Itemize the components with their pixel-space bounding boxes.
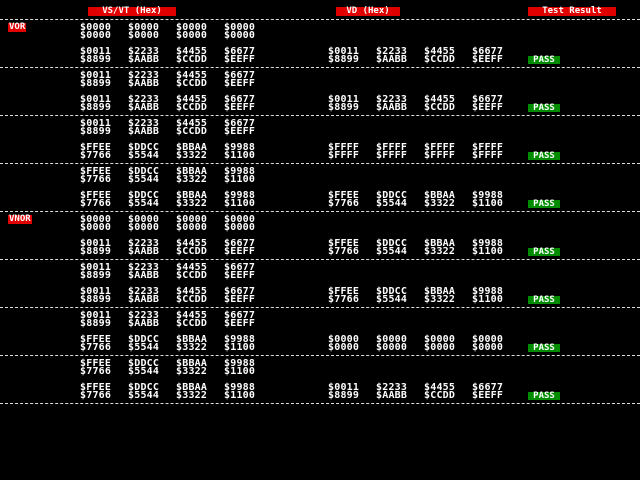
hex-value: $BBAA — [424, 190, 456, 201]
hex-value: $6677 — [224, 310, 256, 321]
hex-value: $DDCC — [376, 238, 408, 249]
pass-badge: PASS — [528, 248, 560, 256]
hex-value: $0000 — [328, 334, 360, 345]
vs-vt-values — [80, 384, 272, 400]
hex-value: $0011 — [328, 94, 360, 105]
hex-value: $0000 — [80, 214, 112, 225]
hex-value: $CCDD — [424, 102, 456, 113]
hex-value: $1100 — [224, 150, 256, 161]
vs-vt-values — [80, 96, 272, 112]
table-row — [0, 120, 640, 136]
vs-vt-values — [80, 264, 272, 280]
hex-value: $6677 — [472, 94, 504, 105]
hex-value: $9988 — [224, 166, 256, 177]
hex-value: $AABB — [376, 390, 408, 401]
vs-vt-values — [80, 72, 272, 88]
hex-value: $8899 — [80, 246, 112, 257]
hex-value: $EEFF — [224, 318, 256, 329]
vd-values — [328, 240, 520, 256]
hex-value: $BBAA — [176, 358, 208, 369]
hex-value: $AABB — [128, 270, 160, 281]
vs-vt-values — [80, 168, 272, 184]
hex-value: $CCDD — [424, 390, 456, 401]
hex-value: $0011 — [328, 382, 360, 393]
hex-value: $2233 — [128, 262, 160, 273]
hex-value: $AABB — [128, 54, 160, 65]
hex-value: $6677 — [224, 118, 256, 129]
table-row — [0, 168, 640, 184]
hex-value: $BBAA — [176, 190, 208, 201]
table-row — [0, 72, 640, 88]
hex-value: $7766 — [328, 294, 360, 305]
pass-badge: PASS — [528, 200, 560, 208]
hex-value: $0000 — [328, 342, 360, 353]
hex-value: $DDCC — [376, 286, 408, 297]
vs-vt-values — [80, 216, 272, 232]
hex-value: $DDCC — [128, 382, 160, 393]
hex-value: $EEFF — [224, 294, 256, 305]
row-separator — [0, 115, 640, 116]
pass-badge: PASS — [528, 104, 560, 112]
hex-value: $5544 — [376, 294, 408, 305]
hex-value: $4455 — [176, 46, 208, 57]
hex-value: $0000 — [80, 222, 112, 233]
table-row — [0, 24, 640, 40]
hex-value: $4455 — [424, 382, 456, 393]
hex-value: $EEFF — [224, 270, 256, 281]
pass-badge: PASS — [528, 344, 560, 352]
hex-value: $0000 — [472, 334, 504, 345]
hex-value: $1100 — [224, 198, 256, 209]
hex-value: $7766 — [80, 198, 112, 209]
hex-value: $4455 — [424, 94, 456, 105]
hex-value: $FFEE — [80, 358, 112, 369]
hex-value: $9988 — [224, 382, 256, 393]
hex-value: $8899 — [80, 318, 112, 329]
hex-value: $1100 — [224, 366, 256, 377]
table-row — [0, 240, 640, 256]
hex-value: $5544 — [128, 366, 160, 377]
vd-values — [328, 336, 520, 352]
hex-value: $FFEE — [80, 142, 112, 153]
hex-value: $BBAA — [176, 382, 208, 393]
hex-value: $1100 — [224, 174, 256, 185]
hex-value: $DDCC — [376, 190, 408, 201]
hex-value: $0000 — [128, 30, 160, 41]
column-header-vd: VD (Hex) — [336, 7, 400, 16]
hex-value: $0000 — [128, 222, 160, 233]
hex-value: $FFFF — [472, 142, 504, 153]
hex-value: $1100 — [472, 294, 504, 305]
hex-value: $8899 — [328, 54, 360, 65]
hex-value: $0000 — [176, 30, 208, 41]
hex-value: $2233 — [128, 118, 160, 129]
hex-value: $8899 — [80, 54, 112, 65]
hex-value: $7766 — [328, 198, 360, 209]
hex-value: $FFFF — [424, 150, 456, 161]
hex-value: $FFFF — [472, 150, 504, 161]
hex-value: $3322 — [176, 366, 208, 377]
hex-value: $5544 — [128, 150, 160, 161]
row-separator — [0, 67, 640, 68]
hex-value: $0011 — [80, 238, 112, 249]
hex-value: $0011 — [80, 118, 112, 129]
hex-value: $9988 — [224, 190, 256, 201]
hex-value: $EEFF — [224, 246, 256, 257]
hex-value: $FFFF — [424, 142, 456, 153]
hex-value: $8899 — [80, 78, 112, 89]
hex-value: $0000 — [176, 214, 208, 225]
hex-value: $BBAA — [424, 286, 456, 297]
hex-value: $CCDD — [176, 270, 208, 281]
hex-value: $FFEE — [80, 166, 112, 177]
hex-value: $0000 — [376, 342, 408, 353]
vd-values — [328, 48, 520, 64]
pass-badge: PASS — [528, 296, 560, 304]
hex-value: $0000 — [376, 334, 408, 345]
hex-value: $0000 — [80, 22, 112, 33]
vd-values — [328, 384, 520, 400]
hex-value: $AABB — [128, 246, 160, 257]
pass-badge: PASS — [528, 392, 560, 400]
hex-value: $6677 — [224, 286, 256, 297]
hex-value: $AABB — [128, 294, 160, 305]
hex-value: $4455 — [176, 238, 208, 249]
hex-value: $FFFF — [376, 150, 408, 161]
table-row — [0, 312, 640, 328]
hex-value: $7766 — [80, 366, 112, 377]
hex-value: $DDCC — [128, 142, 160, 153]
hex-value: $6677 — [224, 262, 256, 273]
hex-value: $2233 — [376, 46, 408, 57]
hex-value: $7766 — [80, 174, 112, 185]
hex-value: $0000 — [176, 222, 208, 233]
hex-value: $3322 — [424, 294, 456, 305]
hex-value: $6677 — [224, 94, 256, 105]
hex-value: $8899 — [328, 390, 360, 401]
hex-value: $EEFF — [224, 78, 256, 89]
table-row — [0, 48, 640, 64]
hex-value: $7766 — [328, 246, 360, 257]
hex-value: $EEFF — [224, 54, 256, 65]
hex-value: $EEFF — [224, 102, 256, 113]
hex-value: $CCDD — [176, 102, 208, 113]
hex-value: $0000 — [128, 22, 160, 33]
hex-value: $CCDD — [176, 246, 208, 257]
hex-value: $CCDD — [424, 54, 456, 65]
hex-value: $2233 — [128, 46, 160, 57]
hex-value: $1100 — [472, 198, 504, 209]
hex-value: $5544 — [128, 198, 160, 209]
table-row — [0, 96, 640, 112]
hex-value: $FFFF — [328, 142, 360, 153]
table-row — [0, 192, 640, 208]
hex-value: $AABB — [128, 78, 160, 89]
hex-value: $EEFF — [472, 102, 504, 113]
hex-value: $0000 — [424, 342, 456, 353]
hex-value: $3322 — [176, 150, 208, 161]
hex-value: $3322 — [424, 246, 456, 257]
hex-value: $CCDD — [176, 318, 208, 329]
hex-value: $8899 — [80, 102, 112, 113]
section-label-vor: VOR — [9, 22, 26, 32]
pass-badge: PASS — [528, 56, 560, 64]
hex-value: $FFFF — [328, 150, 360, 161]
hex-value: $0011 — [80, 70, 112, 81]
hex-value: $DDCC — [128, 334, 160, 345]
hex-value: $3322 — [176, 174, 208, 185]
hex-value: $0000 — [128, 214, 160, 225]
vs-vt-values — [80, 144, 272, 160]
hex-value: $9988 — [224, 358, 256, 369]
hex-value: $2233 — [376, 382, 408, 393]
hex-value: $2233 — [128, 238, 160, 249]
hex-value: $6677 — [224, 46, 256, 57]
table-row — [0, 384, 640, 400]
hex-value: $AABB — [128, 102, 160, 113]
hex-value: $9988 — [224, 334, 256, 345]
hex-value: $BBAA — [176, 166, 208, 177]
table-row — [0, 288, 640, 304]
table-row — [0, 360, 640, 376]
row-separator — [0, 355, 640, 356]
hex-value: $5544 — [128, 174, 160, 185]
hex-value: $0000 — [224, 30, 256, 41]
hex-value: $4455 — [176, 70, 208, 81]
hex-value: $DDCC — [128, 166, 160, 177]
hex-value: $FFEE — [328, 190, 360, 201]
hex-value: $DDCC — [128, 358, 160, 369]
hex-value: $1100 — [472, 246, 504, 257]
hex-value: $CCDD — [176, 294, 208, 305]
hex-value: $FFEE — [328, 238, 360, 249]
vs-vt-values — [80, 240, 272, 256]
hex-value: $0000 — [224, 222, 256, 233]
hex-value: $7766 — [80, 150, 112, 161]
vd-values — [328, 192, 520, 208]
hex-value: $0011 — [328, 46, 360, 57]
row-separator — [0, 211, 640, 212]
hex-value: $0011 — [80, 262, 112, 273]
hex-value: $5544 — [128, 390, 160, 401]
hex-value: $0011 — [80, 310, 112, 321]
hex-value: $7766 — [80, 342, 112, 353]
hex-value: $4455 — [176, 94, 208, 105]
vd-values — [328, 144, 520, 160]
hex-value: $7766 — [80, 390, 112, 401]
hex-value: $5544 — [376, 246, 408, 257]
hex-value: $3322 — [176, 342, 208, 353]
hex-value: $8899 — [80, 270, 112, 281]
hex-value: $1100 — [224, 390, 256, 401]
hex-value: $CCDD — [176, 78, 208, 89]
hex-value: $2233 — [376, 94, 408, 105]
hex-value: $2233 — [128, 70, 160, 81]
hex-value: $6677 — [472, 382, 504, 393]
hex-value: $AABB — [376, 54, 408, 65]
hex-value: $AABB — [128, 126, 160, 137]
hex-value: $4455 — [176, 118, 208, 129]
hex-value: $4455 — [176, 286, 208, 297]
vs-vt-values — [80, 360, 272, 376]
hex-value: $BBAA — [176, 334, 208, 345]
row-separator — [0, 307, 640, 308]
hex-value: $8899 — [328, 102, 360, 113]
hex-value: $3322 — [176, 390, 208, 401]
hex-value: $0011 — [80, 46, 112, 57]
hex-value: $FFEE — [80, 190, 112, 201]
hex-value: $4455 — [176, 262, 208, 273]
hex-value: $5544 — [376, 198, 408, 209]
hex-value: $EEFF — [472, 54, 504, 65]
hex-value: $2233 — [128, 310, 160, 321]
hex-value: $0000 — [80, 30, 112, 41]
hex-value: $DDCC — [128, 190, 160, 201]
hex-value: $0000 — [224, 214, 256, 225]
hex-value: $0000 — [472, 342, 504, 353]
vs-vt-values — [80, 312, 272, 328]
hex-value: $9988 — [224, 142, 256, 153]
table-row — [0, 336, 640, 352]
hex-value: $2233 — [128, 94, 160, 105]
hex-value: $BBAA — [176, 142, 208, 153]
hex-value: $4455 — [176, 310, 208, 321]
hex-value: $BBAA — [424, 238, 456, 249]
hex-value: $4455 — [424, 46, 456, 57]
row-separator — [0, 163, 640, 164]
vs-vt-values — [80, 120, 272, 136]
section-label-vnor: VNOR — [9, 214, 31, 224]
row-separator — [0, 19, 640, 20]
hex-value: $9988 — [472, 286, 504, 297]
hex-value: $FFEE — [80, 334, 112, 345]
hex-value: $0011 — [80, 94, 112, 105]
hex-value: $0011 — [80, 286, 112, 297]
pass-badge: PASS — [528, 152, 560, 160]
hex-value: $9988 — [472, 238, 504, 249]
row-separator — [0, 259, 640, 260]
vs-vt-values — [80, 192, 272, 208]
hex-value: $6677 — [224, 238, 256, 249]
table-row — [0, 144, 640, 160]
hex-value: $AABB — [376, 102, 408, 113]
vd-values — [328, 96, 520, 112]
hex-value: $3322 — [176, 198, 208, 209]
hex-value: $2233 — [128, 286, 160, 297]
hex-value: $FFEE — [328, 286, 360, 297]
hex-value: $FFFF — [376, 142, 408, 153]
hex-value: $9988 — [472, 190, 504, 201]
vs-vt-values — [80, 336, 272, 352]
hex-value: $AABB — [128, 318, 160, 329]
hex-value: $0000 — [424, 334, 456, 345]
hex-value: $EEFF — [472, 390, 504, 401]
vs-vt-values — [80, 288, 272, 304]
hex-value: $1100 — [224, 342, 256, 353]
row-separator — [0, 403, 640, 404]
table-row — [0, 216, 640, 232]
hex-value: $6677 — [224, 70, 256, 81]
hex-value: $CCDD — [176, 54, 208, 65]
table-row — [0, 264, 640, 280]
hex-value: $EEFF — [224, 126, 256, 137]
hex-value: $CCDD — [176, 126, 208, 137]
hex-value: $3322 — [424, 198, 456, 209]
vs-vt-values — [80, 48, 272, 64]
hex-value: $6677 — [472, 46, 504, 57]
column-header-vs-vt: VS/VT (Hex) — [88, 7, 176, 16]
vd-values — [328, 288, 520, 304]
hex-value: $5544 — [128, 342, 160, 353]
hex-value: $8899 — [80, 294, 112, 305]
column-header-test-result: Test Result — [528, 7, 616, 16]
hex-value: $FFEE — [80, 382, 112, 393]
vs-vt-values — [80, 24, 272, 40]
hex-value: $8899 — [80, 126, 112, 137]
hex-value: $0000 — [176, 22, 208, 33]
hex-value: $0000 — [224, 22, 256, 33]
